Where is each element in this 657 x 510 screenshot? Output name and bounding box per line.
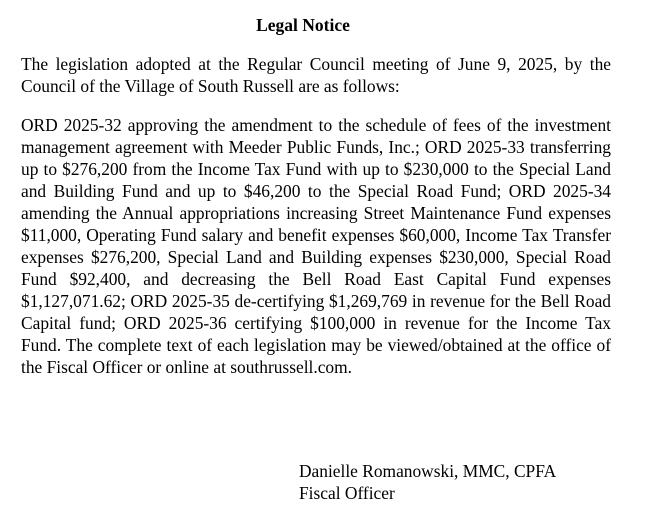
signature-title: Fiscal Officer bbox=[299, 483, 395, 503]
signature-name: Danielle Romanowski, MMC, CPFA bbox=[299, 461, 557, 481]
notice-title: Legal Notice bbox=[256, 15, 350, 35]
notice-body-paragraph: ORD 2025-32 approving the amendment to the schedule of fees of the investment management agreement with Meeder Public Funds, Inc.; ORD 2025-33 transferring up to $276,200 from the Income Tax Fund with up to $230,000 to the Special Land and Building Fund and up to $46,200 to the Special Road Fund; ORD 2025-34 amending the Annual appropriations increasing Street Maintenance Fund expenses $11,000, Operating Fund salary and benefit expenses $60,000, Income Tax Transfer expenses $276,200, Special Land and Building expenses $230,000, Special Road Fund $92,400, and decreasing the Bell Road East Capital Fund expenses $1,127,071.62; ORD 2025-35 de-certifying $1,269,769 in revenue for the Bell Road Capital fund; ORD 2025-36 certifying $100,000 in revenue for the Income Tax Fund. The complete text of each legislation may be viewed/obtained at the office of the Fiscal Officer or online at southrussell.com. bbox=[21, 115, 611, 377]
notice-intro-paragraph: The legislation adopted at the Regular Council meeting of June 9, 2025, by the Council of the Village of South Russell are as follows: bbox=[21, 54, 611, 96]
